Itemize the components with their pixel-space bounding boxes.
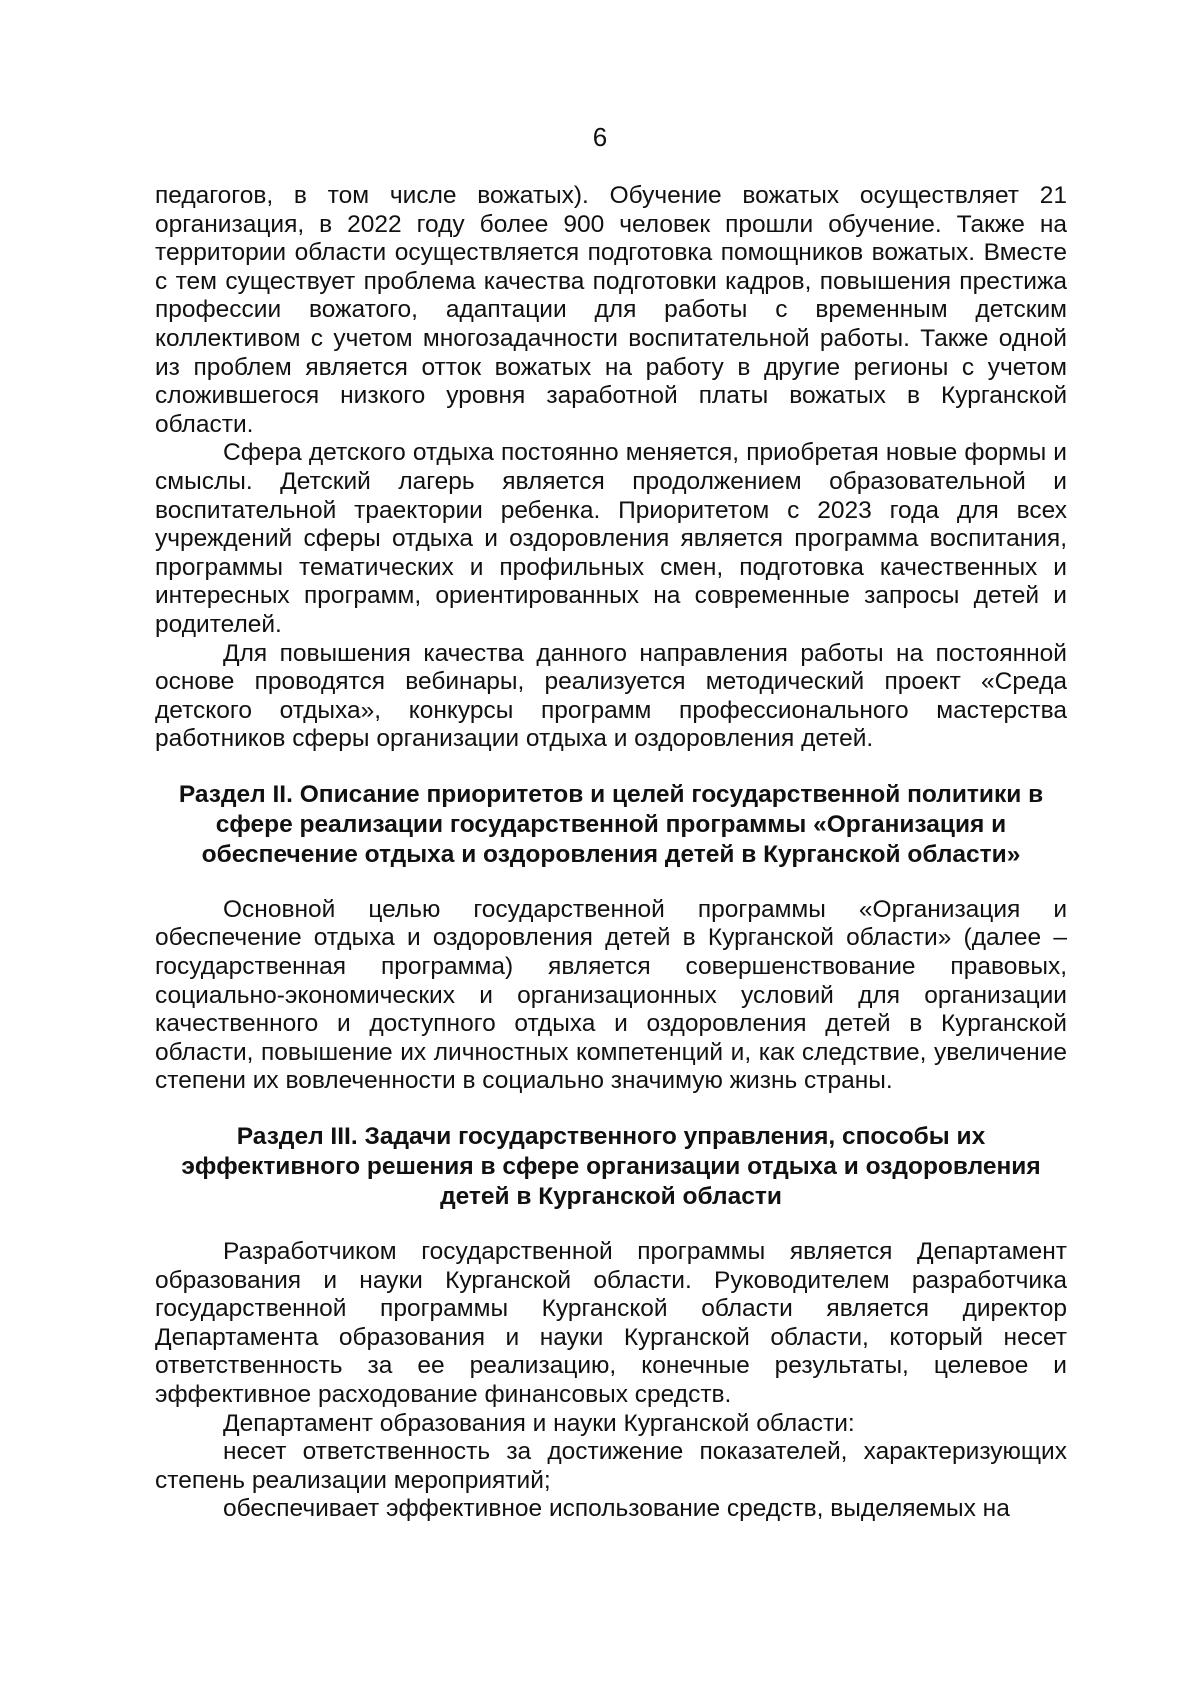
section-3-paragraph-1: Разработчиком государственной программы является Департамент образования и науки Курганской области. Руководителем разработчика государственной программы Курганской области является директор Департамента образования и науки Курганской области, который несет ответственность за ее реализацию, конечные результаты, целевое и эффективное расходование финансовых средств. — [155, 1238, 1067, 1408]
intro-paragraph-2: Сфера детского отдыха постоянно меняется, приобретая новые формы и смыслы. Детский лагерь является продолжением образовательной и воспитательной траектории ребенка. Приоритетом с 2023 года для всех учреждений сферы отдыха и оздоровления является программа воспитания, программы тематических и профильных смен, подготовка качественных и интересных программ, ориентированных на современные запросы детей и родителей. — [155, 439, 1067, 638]
document-body — [155, 182, 1067, 1524]
intro-paragraph-3: Для повышения качества данного направления работы на постоянной основе проводятся вебинары, реализуется методический проект «Среда детского отдыха», конкурсы программ профессионального мастерства работников сферы организации отдыха и оздоровления детей. — [155, 639, 1067, 753]
section-2-heading: Раздел II. Описание приоритетов и целей государственной политики в сфере реализации государственной программы «Организация и обеспечение отдыха и оздоровления детей в Курганской области» — [178, 780, 1044, 868]
section-3-paragraph-4: обеспечивает эффективное использование средств, выделяемых на — [223, 1495, 1010, 1523]
section-3-heading: Раздел III. Задачи государственного управления, способы их эффективного решения в сфере организации отдыха и оздоровления детей в Курганской области — [181, 1123, 1041, 1211]
page-number: 6 — [592, 122, 608, 152]
section-2-paragraph: Основной целью государственной программы «Организация и обеспечение отдыха и оздоровления детей в Курганской области» (далее – государственная программа) является совершенствование правовых, социально-экономических и организационных условий для организации качественного и доступного отдыха и оздоровления детей в Курганской области, повышение их личностных компетенций и, как следствие, увеличение степени их вовлеченности в социально значимую жизнь страны. — [155, 895, 1067, 1095]
section-3-paragraph-3: несет ответственность за достижение показателей, характеризующих степень реализации мероприятий; — [155, 1438, 1067, 1494]
section-3-paragraph-2: Департамент образования и науки Курганской области: — [223, 1409, 855, 1437]
intro-paragraph-1: педагогов, в том числе вожатых). Обучение вожатых осуществляет 21 организация, в 2022 году более 900 человек прошли обучение. Также на территории области осуществляется подготовка помощников вожатых. Вместе с тем существует проблема качества подготовки кадров, повышения престижа профессии вожатого, адаптации для работы с временным детским коллективом с учетом многозадачности воспитательной работы. Также одной из проблем является отток вожатых на работу в другие регионы с учетом сложившегося низкого уровня заработной платы вожатых в Курганской области. — [155, 182, 1067, 438]
